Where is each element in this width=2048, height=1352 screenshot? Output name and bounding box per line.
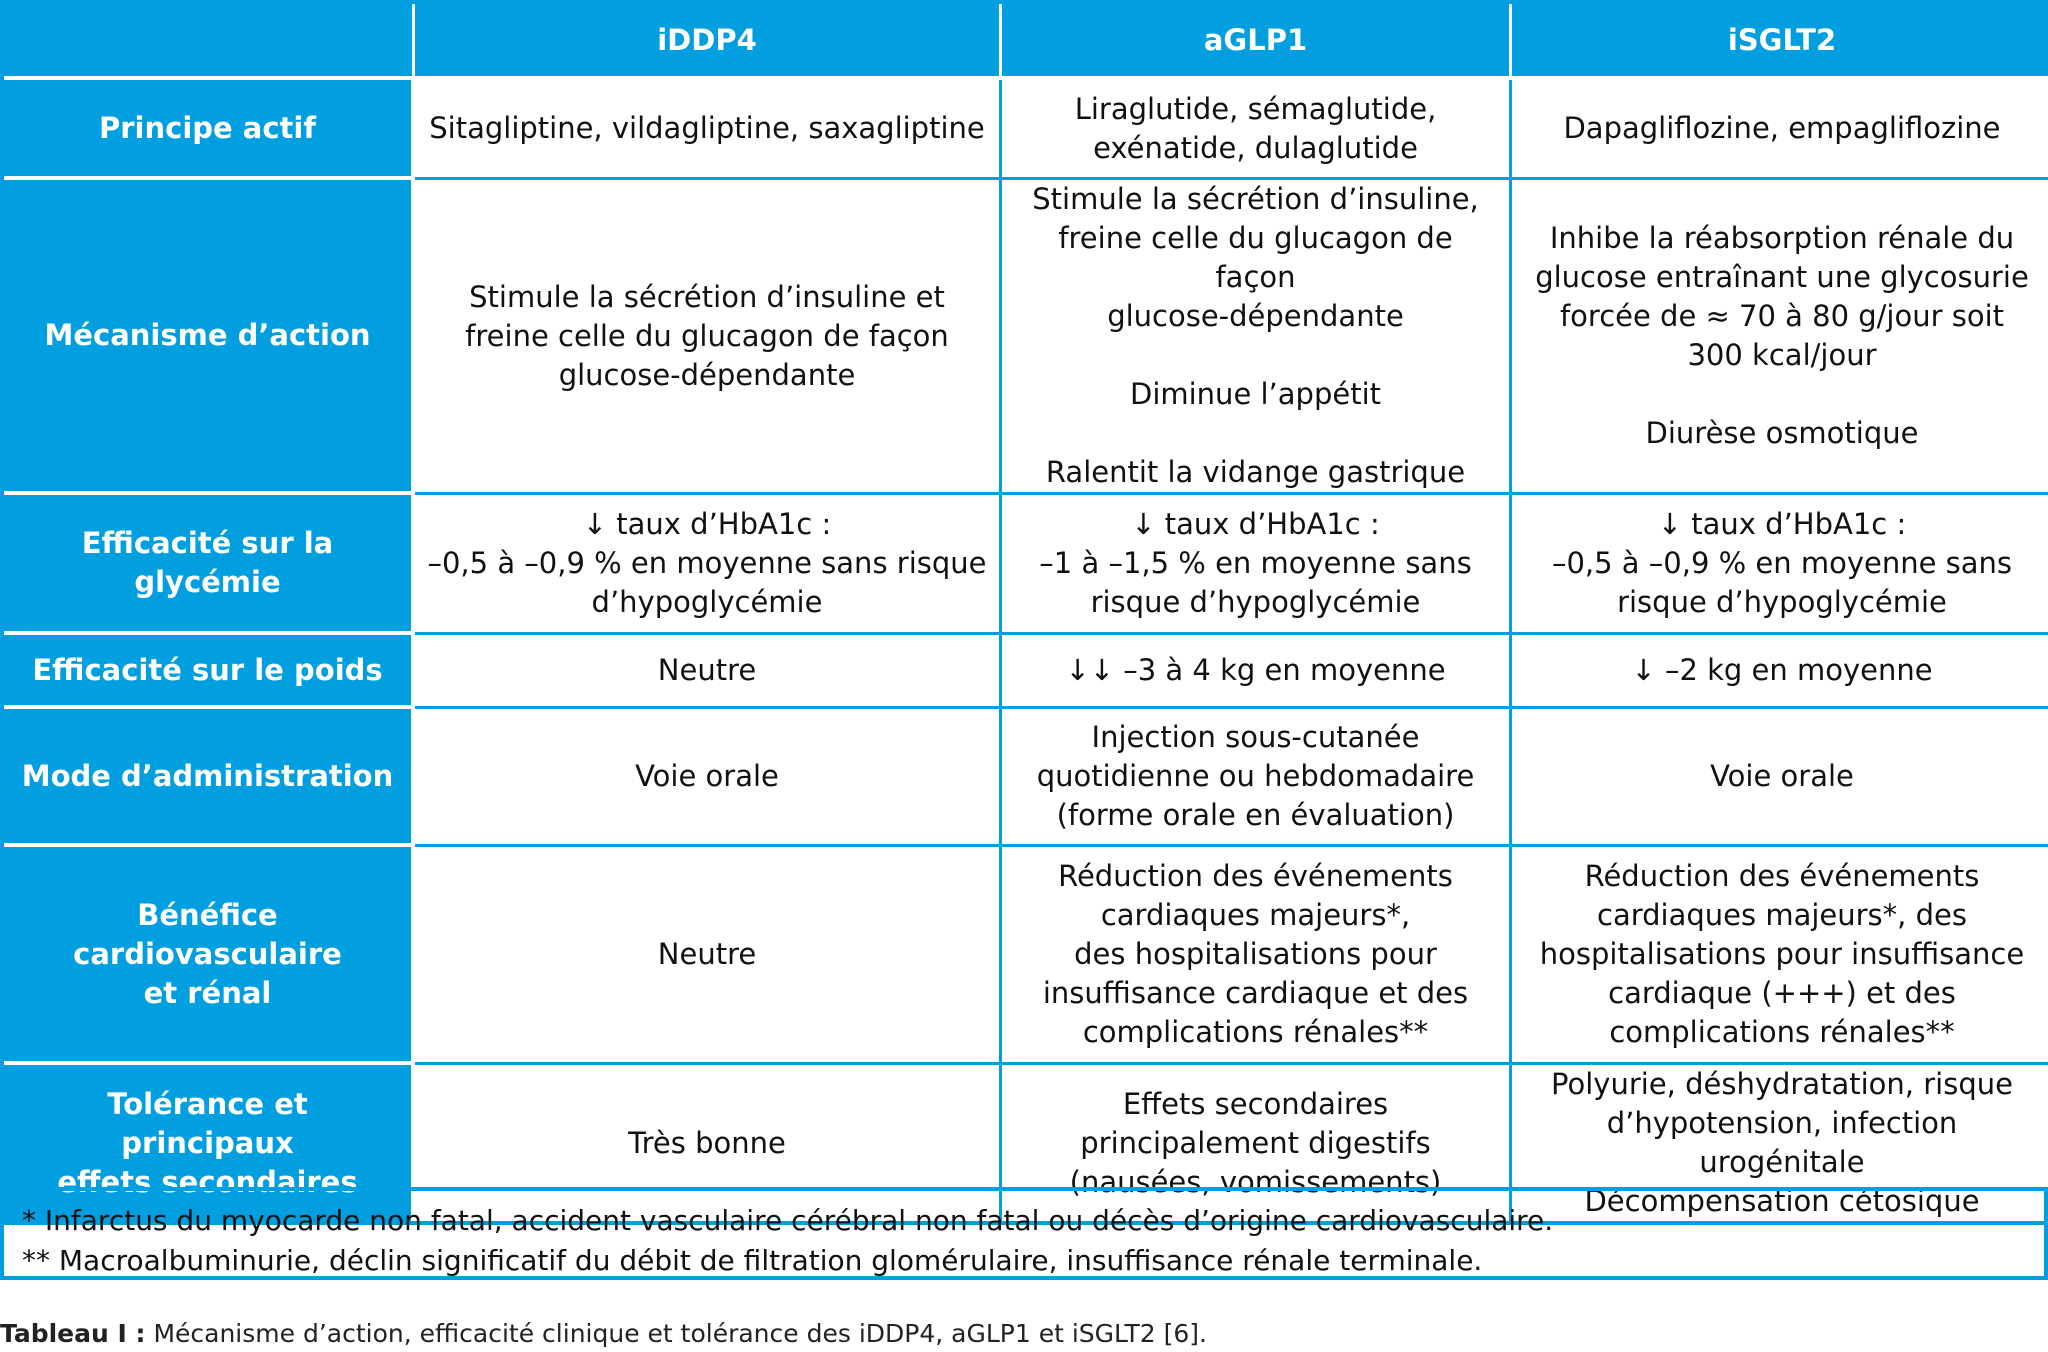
table-footnotes (0, 1187, 2048, 1280)
table-cell: ↓ taux d’HbA1c : –0,5 à –0,9 % en moyenne sans risque d’hypoglycémie (1512, 495, 2048, 635)
table-row-glycemie (4, 495, 2048, 635)
table-row-benefice (4, 847, 2048, 1065)
table-cell: Réduction des événements cardiaques majeurs*, des hospitalisations pour insuffisance cardiaque (+++) et des complications rénales** (1512, 847, 2048, 1065)
row-header: Bénéfice cardiovasculaire et rénal (4, 847, 415, 1065)
table-cell: Stimule la sécrétion d’insuline, freine celle du glucagon de façon glucose-dépendante Diminue l’appétit Ralentit la vidange gastrique (1002, 180, 1512, 495)
row-header: Efficacité sur le poids (4, 635, 415, 709)
table-cell: Injection sous-cutanée quotidienne ou hebdomadaire (forme orale en évaluation) (1002, 709, 1512, 847)
corner-cell (4, 4, 415, 80)
table-cell: Liraglutide, sémaglutide, exénatide, dulaglutide (1002, 80, 1512, 180)
caption-label: Tableau I : (0, 1319, 146, 1348)
table-row-mecanisme (4, 180, 2048, 495)
table-cell: ↓↓ –3 à 4 kg en moyenne (1002, 635, 1512, 709)
table-cell: Voie orale (415, 709, 1002, 847)
table-cell: Effets secondaires principalement digestifs (nausées, vomissements) (1002, 1065, 1512, 1221)
table-cell: Sitagliptine, vildagliptine, saxagliptine (415, 80, 1002, 180)
table-cell: ↓ taux d’HbA1c : –0,5 à –0,9 % en moyenne sans risque d’hypoglycémie (415, 495, 1002, 635)
row-header: Principe actif (4, 80, 415, 180)
row-header: Mécanisme d’action (4, 180, 415, 495)
column-header-iddp4: iDDP4 (415, 4, 1002, 80)
table-cell: ↓ taux d’HbA1c : –1 à –1,5 % en moyenne sans risque d’hypoglycémie (1002, 495, 1512, 635)
row-header: Tolérance et principaux effets secondaires (4, 1065, 415, 1221)
table-cell: Stimule la sécrétion d’insuline et freine celle du glucagon de façon glucose-dépendante (415, 180, 1002, 495)
column-header-isglt2: iSGLT2 (1512, 4, 2048, 80)
table-cell: Polyurie, déshydratation, risque d’hypotension, infection urogénitale Décompensation cétosique (1512, 1065, 2048, 1221)
table-cell: ↓ –2 kg en moyenne (1512, 635, 2048, 709)
table-cell: Inhibe la réabsorption rénale du glucose entraînant une glycosurie forcée de ≈ 70 à 80 g/jour soit 300 kcal/jour Diurèse osmotique (1512, 180, 2048, 495)
caption-text: Mécanisme d’action, efficacité clinique et tolérance des iDDP4, aGLP1 et iSGLT2 [6]. (145, 1319, 1207, 1348)
table-caption (0, 1318, 2048, 1350)
table-row-administration (4, 709, 2048, 847)
footnote-single-asterisk: * Infarctus du myocarde non fatal, accident vasculaire cérébral non fatal ou décès d’origine cardiovasculaire. (22, 1204, 1554, 1237)
table-cell: Réduction des événements cardiaques majeurs*, des hospitalisations pour insuffisance cardiaque et des complications rénales** (1002, 847, 1512, 1065)
table-cell: Très bonne (415, 1065, 1002, 1221)
table-row-poids (4, 635, 2048, 709)
table-cell: Voie orale (1512, 709, 2048, 847)
table-cell: Neutre (415, 635, 1002, 709)
footnote-double-asterisk: ** Macroalbuminurie, déclin significatif du débit de filtration glomérulaire, insuffisance rénale terminale. (22, 1244, 1483, 1277)
row-header: Efficacité sur la glycémie (4, 495, 415, 635)
table-cell: Neutre (415, 847, 1002, 1065)
column-header-aglp1: aGLP1 (1002, 4, 1512, 80)
row-header: Mode d’administration (4, 709, 415, 847)
table-row-principe-actif (4, 80, 2048, 180)
header-row (4, 4, 2048, 80)
table-cell: Dapagliflozine, empagliflozine (1512, 80, 2048, 180)
